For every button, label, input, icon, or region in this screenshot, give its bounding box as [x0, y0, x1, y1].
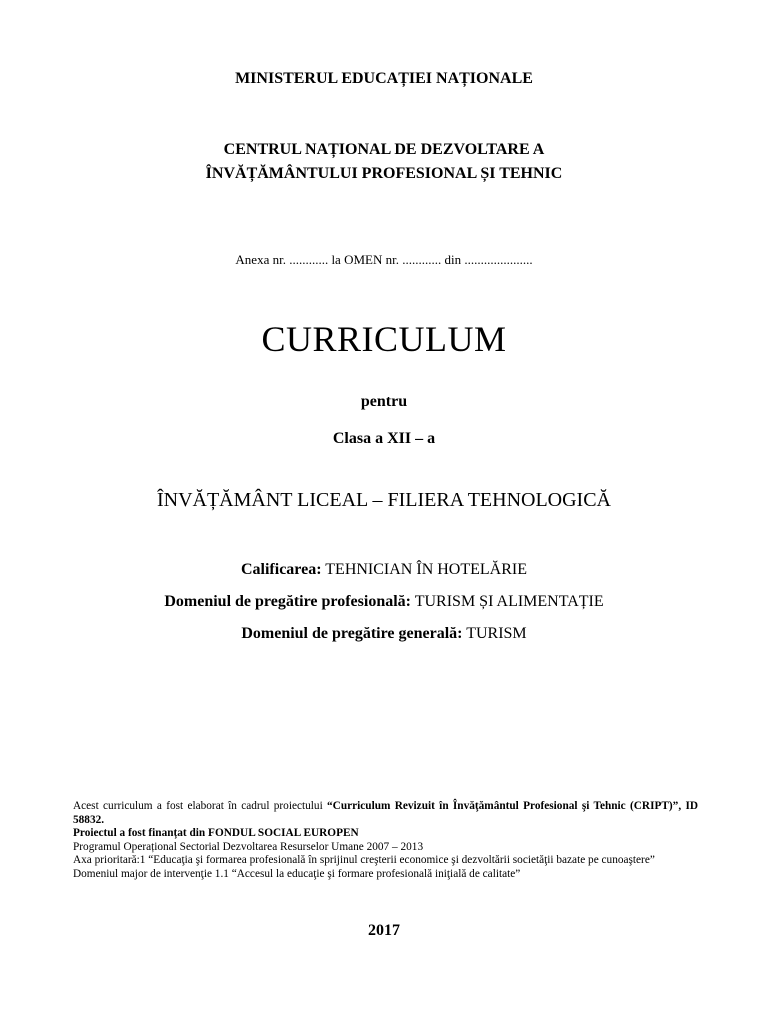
- centre-heading: [0, 138, 768, 186]
- funding-note-line4: Axa prioritară:1 “Educaţia şi formarea profesională în sprijinul creşterii economice şi dezvoltării societăţii bazate pe cunoaştere”: [73, 854, 655, 867]
- annex-line: Anexa nr. ............ la OMEN nr. ............ din .....................: [235, 252, 533, 267]
- publication-year: 2017: [368, 922, 400, 939]
- class-label: Clasa a XII – a: [332, 430, 436, 447]
- funding-note-line5: Domeniul major de intervenţie 1.1 “Accesul la educaţie şi formare profesională iniţială de calitate”: [73, 867, 521, 880]
- qualification-value: TEHNICIAN ÎN HOTELĂRIE: [325, 561, 527, 578]
- funding-note-intro: Acest curriculum a fost elaborat în cadrul proiectului: [73, 800, 328, 812]
- qualification-label: Calificarea:: [240, 561, 322, 578]
- qualification: [0, 561, 768, 579]
- ministry-heading: MINISTERUL EDUCAȚIEI NAȚIONALE: [235, 70, 533, 87]
- centre-heading-line2: ÎNVĂȚĂMÂNTULUI PROFESIONAL ȘI TEHNIC: [205, 165, 563, 182]
- funding-note-line1: [73, 800, 698, 827]
- professional-domain-label: Domeniul de pregătire profesională:: [164, 593, 411, 610]
- general-domain-label: Domeniul de pregătire generală:: [241, 625, 463, 642]
- document-title: CURRICULUM: [261, 319, 507, 359]
- general-domain: [0, 625, 768, 643]
- education-level: ÎNVĂȚĂMÂNT LICEAL – FILIERA TEHNOLOGICĂ: [156, 489, 612, 511]
- professional-domain: [0, 593, 768, 611]
- centre-heading-line1: CENTRUL NAȚIONAL DE DEZVOLTARE A: [223, 141, 545, 158]
- funding-note: [73, 800, 698, 882]
- for-label: pentru: [360, 393, 408, 410]
- funding-note-line2: Proiectul a fost finanțat din FONDUL SOCIAL EUROPEN: [73, 827, 359, 840]
- general-domain-value: TURISM: [466, 625, 527, 642]
- funding-note-line3: Programul Operațional Sectorial Dezvoltarea Resurselor Umane 2007 – 2013: [73, 840, 424, 853]
- professional-domain-value: TURISM ȘI ALIMENTAȚIE: [414, 593, 604, 610]
- funding-note-project: “Curriculum Revizuit în Învăţământul Profesional şi Tehnic (CRIPT)”, ID 58832.: [73, 800, 698, 826]
